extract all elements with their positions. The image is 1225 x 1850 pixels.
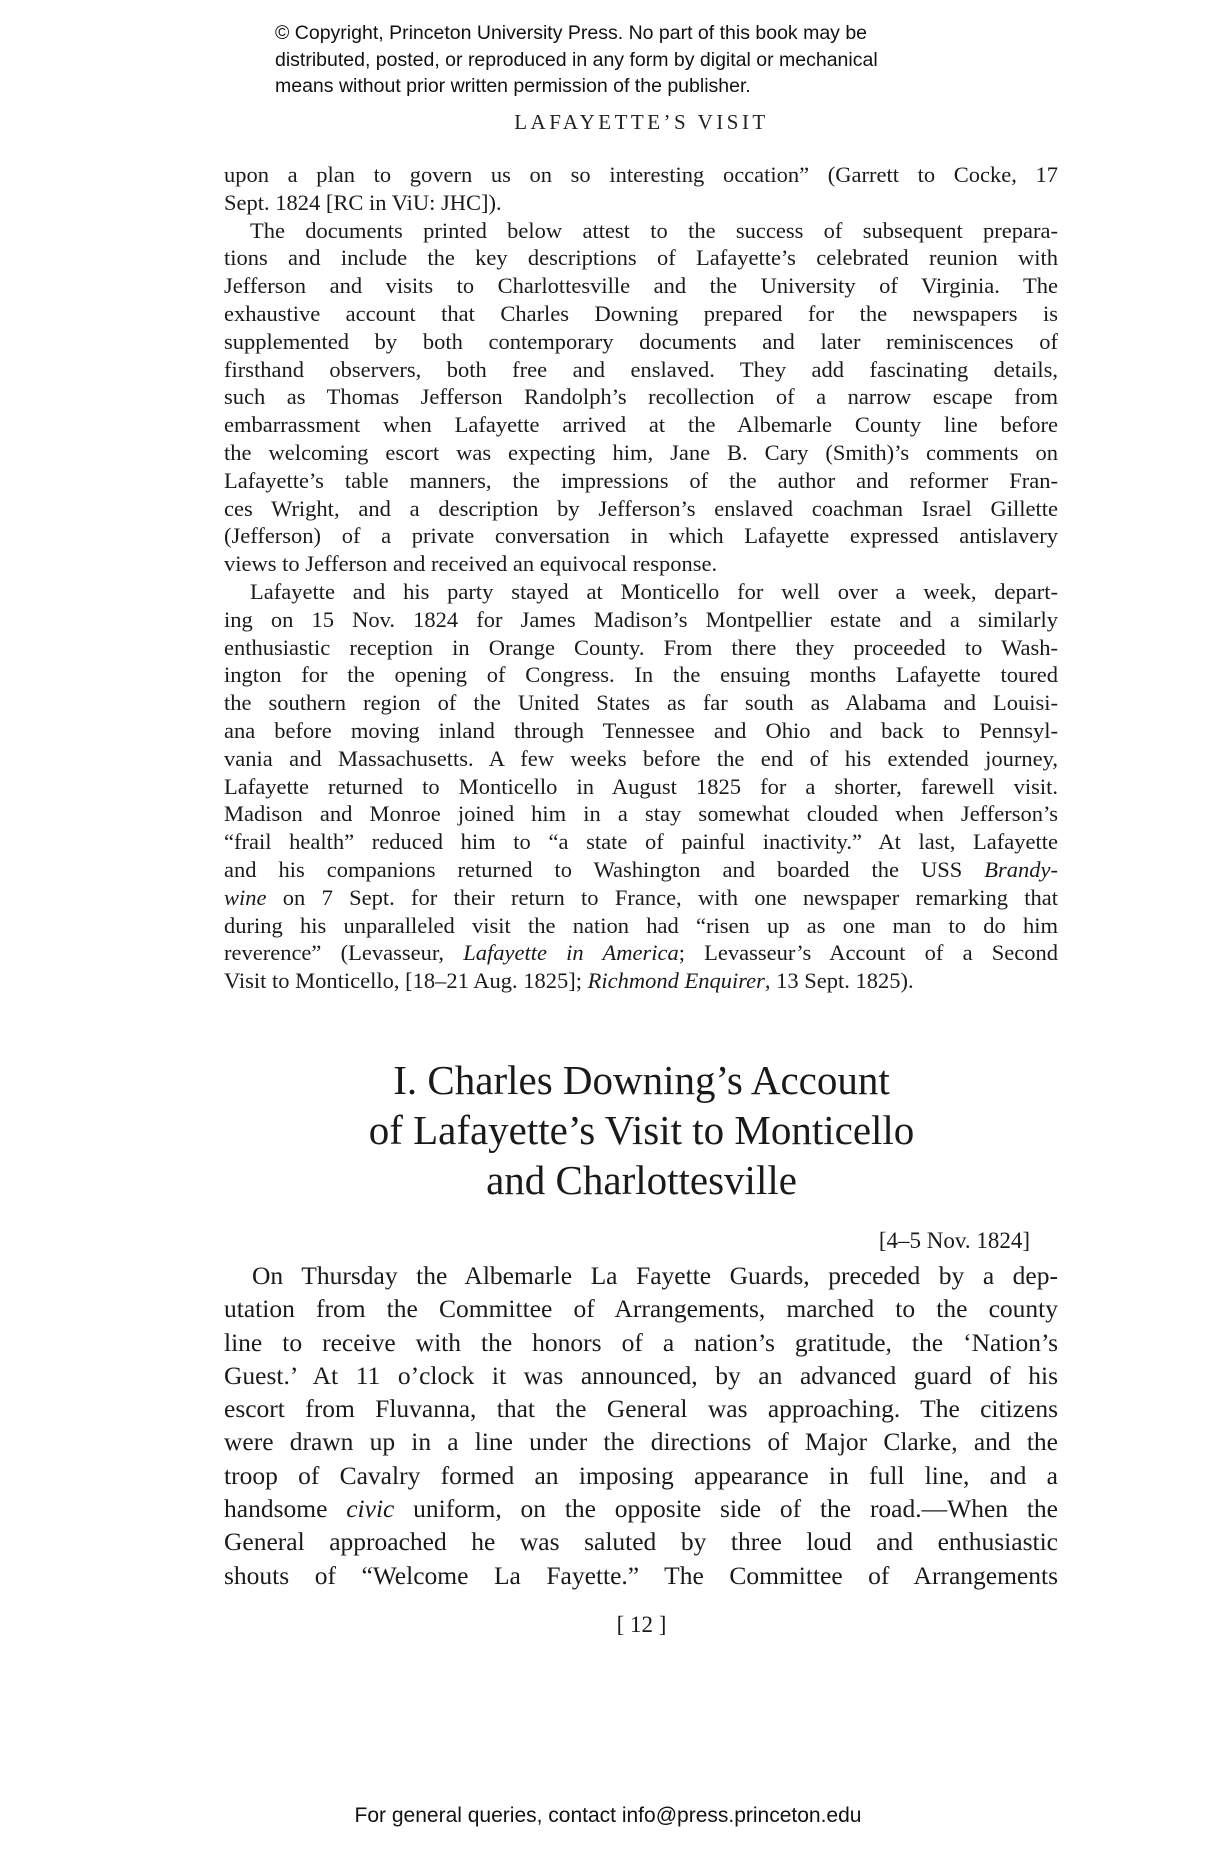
text-line: embarrassment when Lafayette arrived at the Albemarle County line before xyxy=(224,412,1058,438)
text-line: Jefferson and visits to Charlottesville and the University of Virginia. The xyxy=(224,273,1058,299)
text-line: exhaustive account that Charles Downing prepared for the newspapers is xyxy=(224,300,1058,326)
section-heading xyxy=(0,1055,1225,1205)
copyright-notice xyxy=(275,20,878,100)
text-line: vania and Massachusetts. A few weeks before the end of his extended journey, xyxy=(224,745,1058,771)
heading-line: I. Charles Downing’s Account xyxy=(393,1057,890,1103)
page-number: [ 12 ] xyxy=(616,1612,667,1637)
text-line: ington for the opening of Congress. In the ensuing months Lafayette toured xyxy=(224,662,1058,688)
text-line: shouts of “Welcome La Fayette.” The Committee of Arrangements xyxy=(224,1560,1058,1590)
text-segment: on 7 Sept. for their return to France, with one newspaper remarking that xyxy=(266,884,1058,910)
text-line: supplemented by both contemporary documents and later reminiscences of xyxy=(224,328,1058,354)
text-segment: reverence” (Levasseur, xyxy=(224,940,464,966)
text-segment: ; Levasseur’s Account of a Second xyxy=(678,940,1059,966)
text-segment: handsome xyxy=(224,1494,347,1524)
text-line: such as Thomas Jefferson Randolph’s recollection of a narrow escape from xyxy=(224,384,1058,410)
text-line: Madison and Monroe joined him in a stay somewhat clouded when Jefferson’s xyxy=(224,801,1058,827)
text-line: line to receive with the honors of a nation’s gratitude, the ‘Nation’s xyxy=(224,1327,1058,1357)
italic-text: Brandy- xyxy=(984,856,1058,882)
italic-text: Richmond Enquirer xyxy=(587,968,765,994)
text-line xyxy=(224,856,1058,884)
document-date: [4–5 Nov. 1824] xyxy=(878,1228,1030,1253)
text-line: (Jefferson) of a private conversation in which Lafayette expressed antislavery xyxy=(224,523,1058,549)
text-line: upon a plan to govern us on so interesting occation” (Garrett to Cocke, 17 xyxy=(224,162,1058,187)
text-line: The documents printed below attest to the success of subsequent prepara- xyxy=(250,217,1058,243)
text-line: during his unparalleled visit the nation had “risen up as one man to do him xyxy=(224,912,1058,938)
text-line: utation from the Committee of Arrangements, marched to the county xyxy=(224,1294,1058,1324)
running-head: LAFAYETTE’S VISIT xyxy=(514,110,769,134)
text-line: firsthand observers, both free and enslaved. They add fascinating details, xyxy=(224,356,1058,382)
heading-line: and Charlottesville xyxy=(486,1157,797,1203)
italic-text: civic xyxy=(346,1494,395,1524)
text-segment: Visit to Monticello, [18–21 Aug. 1825]; xyxy=(224,968,588,994)
text-line: ing on 15 Nov. 1824 for James Madison’s Montpellier estate and a similarly xyxy=(224,606,1058,632)
italic-text: Lafayette in America xyxy=(463,940,679,966)
text-line: Guest.’ At 11 o’clock it was announced, by an advanced guard of his xyxy=(224,1360,1058,1390)
text-line: tions and include the key descriptions of Lafayette’s celebrated reunion with xyxy=(224,245,1058,271)
text-line: Lafayette returned to Monticello in August 1825 for a shorter, farewell visit. xyxy=(224,773,1058,799)
account-text xyxy=(224,1259,1058,1592)
text-line: Lafayette and his party stayed at Monticello for well over a week, depart- xyxy=(250,578,1058,604)
text-line: escort from Fluvanna, that the General was approaching. The citizens xyxy=(224,1394,1058,1424)
text-line: ces Wright, and a description by Jefferson’s enslaved coachman Israel Gillette xyxy=(224,495,1058,521)
copyright-line: © Copyright, Princeton University Press. No part of this book may be xyxy=(275,22,868,44)
text-line: On Thursday the Albemarle La Fayette Guards, preceded by a dep- xyxy=(252,1261,1058,1290)
copyright-line: distributed, posted, or reproduced in any form by digital or mechanical xyxy=(275,48,878,71)
text-line: views to Jefferson and received an equivocal response. xyxy=(224,551,718,577)
text-line: Sept. 1824 [RC in ViU: JHC]). xyxy=(224,189,502,215)
text-segment: and his companions returned to Washington and boarded the USS xyxy=(224,856,985,882)
footer-contact: For general queries, contact info@press.princeton.edu xyxy=(354,1804,862,1827)
text-line: “frail health” reduced him to “a state of painful inactivity.” At last, Lafayette xyxy=(224,829,1058,855)
text-line xyxy=(224,1492,1058,1525)
text-line: the southern region of the United States as far south as Alabama and Louisi- xyxy=(224,690,1058,716)
text-segment: , 13 Sept. 1825). xyxy=(764,968,914,994)
heading-line: of Lafayette’s Visit to Monticello xyxy=(368,1107,915,1153)
text-line: were drawn up in a line under the directions of Major Clarke, and the xyxy=(224,1427,1058,1457)
text-line xyxy=(224,884,1058,912)
text-line: troop of Cavalry formed an imposing appearance in full line, and a xyxy=(224,1460,1058,1490)
text-line xyxy=(224,939,1058,967)
text-line: Lafayette’s table manners, the impressions of the author and reformer Fran- xyxy=(224,467,1058,493)
text-line: enthusiastic reception in Orange County. From there they proceeded to Wash- xyxy=(224,634,1058,660)
text-segment: uniform, on the opposite side of the road.—When the xyxy=(394,1494,1058,1524)
copyright-line: means without prior written permission of the publisher. xyxy=(275,75,751,97)
text-line: the welcoming escort was expecting him, Jane B. Cary (Smith)’s comments on xyxy=(224,439,1058,465)
text-line: General approached he was saluted by three loud and enthusiastic xyxy=(224,1527,1058,1557)
text-line: ana before moving inland through Tennessee and Ohio and back to Pennsyl- xyxy=(224,717,1058,743)
text-line xyxy=(224,967,1058,995)
intro-text xyxy=(224,161,1058,995)
italic-text: wine xyxy=(224,884,267,910)
